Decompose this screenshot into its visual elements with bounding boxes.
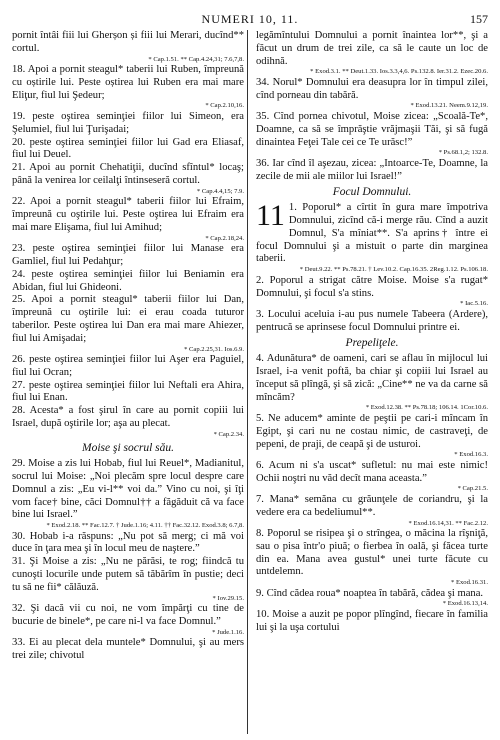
cross-reference: * Exod.2.18. ** Fac.12.7. † Jude.1.16; 4.11. †† Fac.32.12. Exod.3.8; 6.7,8.	[46, 522, 244, 530]
section-heading: Prepeliţele.	[345, 337, 399, 350]
verse-text: 1. Poporul* a cîrtit în gura mare împotriva Domnului, zicînd că-i merge rău. Cînd a auzit Domnul, S'a mîniat**. S'a aprins† între ei focul Domnului şi a mistuit o parte din marginea taberii.	[256, 202, 488, 265]
verse-paragraph: 36. Iar cînd îl aşezau, zicea: „Intoarce-Te, Doamne, la zecile de mii ale miilor lui Israel!”	[256, 157, 488, 182]
chapter-start	[256, 199, 488, 266]
page-number: 157	[470, 12, 488, 26]
verse-paragraph: 28. Acesta* a fost şirul în care au pornit copiii lui Israel, după oştirile lor; aşa au plecat.	[12, 405, 244, 430]
cross-reference: * Cap.21.5.	[457, 485, 488, 493]
verse-paragraph: 31. Şi Moise a zis: „Nu ne părăsi, te rog; fiindcă tu cunoşti locurile unde putem să tăbărîm în pustie; deci tu să ne fii* călăuză.	[12, 556, 244, 593]
cross-reference: * Cap.4.4,15; 7.9.	[196, 187, 244, 195]
verse-paragraph: 30. Hobab i-a răspuns: „Nu pot să merg; ci mă voi duce în ţara mea şi în locul meu de naştere.”	[12, 530, 244, 555]
cross-reference: * Exod.16.14,31. ** Fac.2.12.	[408, 519, 488, 527]
verse-paragraph: 33. Ei au plecat dela muntele* Domnului, şi au mers trei zile; chivotul	[12, 637, 244, 661]
verse-paragraph: 32. Şi dacă vii cu noi, ne vom împărţi cu tine de bucurie de binele*, pe care ni-l va face Domnul.”	[12, 603, 244, 627]
cross-reference: * Cap.2.34.	[213, 430, 244, 438]
verse-paragraph: 4. Adunătura* de oameni, cari se aflau în mijlocul lui Israel, i-a venit poftă, ba chiar şi copiii lui Israel au început să plîngă, şi să zică: „Cine** ne va da carne să mîncăm?	[256, 353, 488, 403]
verse-paragraph: 2. Poporul a strigat către Moise. Moise s'a rugat* Domnului, şi focul s'a stins.	[256, 274, 488, 299]
cross-reference: * Ps.68.1,2; 132.8.	[438, 149, 488, 157]
cross-reference: * Jude.1.16.	[212, 628, 244, 636]
cross-reference: * Iov.29.15.	[212, 594, 244, 602]
chapter-number: 11	[256, 199, 285, 233]
verse-paragraph: 34. Norul* Domnului era deasupra lor în timpul zilei, cînd porneau din tabără.	[256, 76, 488, 101]
verse-paragraph: 3. Locului aceluia i-au pus numele Tabeera (Ardere), pentrucă se aprinsese focul Domnului printre ei.	[256, 308, 488, 333]
section-heading: Moise şi socrul său.	[82, 442, 174, 455]
cross-reference: * Exod.16.13,14.	[442, 600, 488, 608]
verse-paragraph: 9. Cînd cădea roua* noaptea în tabără, cădea şi mana.	[256, 587, 484, 599]
cross-reference: * Deut.9.22. ** Ps.78.21. † Lev.10.2. Cap.16.35. 2Reg.1.12. Ps.106.18.	[299, 266, 488, 274]
verse-paragraph: 26. peste oştirea seminţiei fiilor lui Aşer era Paguiel, fiul lui Ocran;	[12, 354, 244, 378]
cross-reference: * Exod.3.1. ** Deut.1.33. Ios.3.3,4,6. Ps.132.8. Ier.31.2. Ezec.20.6.	[310, 68, 488, 76]
left-column	[12, 30, 244, 663]
page-header	[0, 12, 500, 28]
verse-paragraph: pornit întâi fiii lui Gherșon și fiii lui Merari, ducînd** cortul.	[12, 30, 244, 54]
verse-paragraph: 10. Moise a auzit pe popor plîngînd, fiecare în familia lui şi la uşa cortului	[256, 608, 488, 633]
verse-paragraph: 19. peste oştirea seminţiei fiilor lui Simeon, era Şelumiel, fiul lui Ţurişadai;	[12, 110, 244, 135]
right-column	[256, 30, 488, 635]
verse-paragraph: 25. Apoi a pornit steagul* taberii fiilor lui Dan, împreună cu oştirile lui: ei erau coada tuturor taberilor. Peste oştirea lui Dan era mai mare Ahiezer, fiul lui Amişadai;	[12, 294, 244, 344]
verse-paragraph: 8. Poporul se risipea şi o strîngea, o măcina la rîşniţă, sau o pisa într'o piuă; o fierbea în oală, şi făcea turte din ea. Mana avea gustul* unei turte făcute cu untdelemn.	[256, 528, 488, 578]
verse-paragraph: 29. Moise a zis lui Hobab, fiul lui Reuel*, Madianitul, socrul lui Moise: „Noi plecăm spre locul despre care Domnul a zis: „Eu vi-l** voi da.” Vino cu noi, şi îţi vom face† bine, căci Domnul†† a făgăduit că va face bine lui Israel.”	[12, 458, 244, 521]
cross-reference: * Exod.16.3.	[454, 451, 488, 459]
verse-paragraph: 21. Apoi au pornit Chehatiţii, ducînd sfîntul* locaş; până la venirea lor ceilalţi întinseseră cortul.	[12, 162, 244, 186]
verse-paragraph: 24. peste oştirea seminţiei fiilor lui Beniamin era Abidan, fiul lui Ghideoni.	[12, 268, 244, 293]
cross-reference: * Cap.2.25,31. Ios.6.9.	[184, 345, 244, 353]
verse-paragraph: legămîntului Domnului a pornit înaintea lor**, şi a făcut un drum de trei zile, ca să le caute un loc de odihnă.	[256, 30, 488, 67]
verse-paragraph: 18. Apoi a pornit steagul* taberii lui Ruben, împreună cu oștirile lui. Peste oștirea lui Ruben era mai mare Eliţur, fiul lui Şedeur;	[12, 64, 244, 101]
verse-paragraph: 23. peste oştirea seminţiei fiilor lui Manase era Gamliel, fiul lui Pedahţur;	[12, 243, 244, 267]
cross-reference: * Cap.2.18,24.	[205, 234, 244, 242]
cross-reference: * Iac.5.16.	[460, 300, 488, 308]
verse-paragraph: 22. Apoi a pornit steagul* taberii fiilor lui Efraim, împreună cu oştirile lui. Peste oştirea lui Efraim era mai mare Elişama, fiul lui Amihud;	[12, 196, 244, 233]
column-divider	[247, 30, 248, 734]
verse-paragraph: 5. Ne aducem* aminte de peştii pe cari-i mîncam în Egipt, şi cari nu ne costau nimic, de castraveţi, de pepeni, de praji, de ceapă şi de usturoi.	[256, 412, 488, 450]
verse-paragraph: 35. Cînd pornea chivotul, Moise zicea: „Scoală-Te*, Doamne, ca să se împrăştie vrăjmaşii Tăi, şi să fugă dinaintea Feţei Tale cei ce Te urăsc!”	[256, 110, 488, 148]
cross-reference: * Cap.2.10,16.	[205, 102, 244, 110]
cross-reference: * Cap.1.51. ** Cap.4.24,31; 7.6,7,8.	[148, 55, 244, 63]
section-heading: Focul Domnului.	[332, 186, 412, 199]
verse-paragraph: 27. peste oştirea seminţiei fiilor lui Neftali era Ahira, fiul lui Enan.	[12, 379, 244, 404]
verse-paragraph: 6. Acum ni s'a uscat* sufletul: nu mai este nimic! Ochii noştri nu văd decît mana aceasta.”	[256, 459, 488, 484]
cross-reference: * Exod.12.38. ** Ps.78.18; 106.14. 1Cor.10.6.	[365, 404, 488, 412]
running-title: NUMERI 10, 11.	[201, 12, 299, 26]
verse-paragraph: 20. peste oştirea seminţiei fiilor lui Gad era Eliasaf, fiul lui Deuel.	[12, 136, 244, 161]
verse-paragraph: 7. Mana* semăna cu grăunţele de coriandru, şi la vedere era ca bedeliumul**.	[256, 493, 488, 518]
cross-reference: * Exod.13.21. Neem.9.12,19.	[410, 102, 488, 110]
cross-reference: * Exod.16.31.	[451, 579, 488, 587]
